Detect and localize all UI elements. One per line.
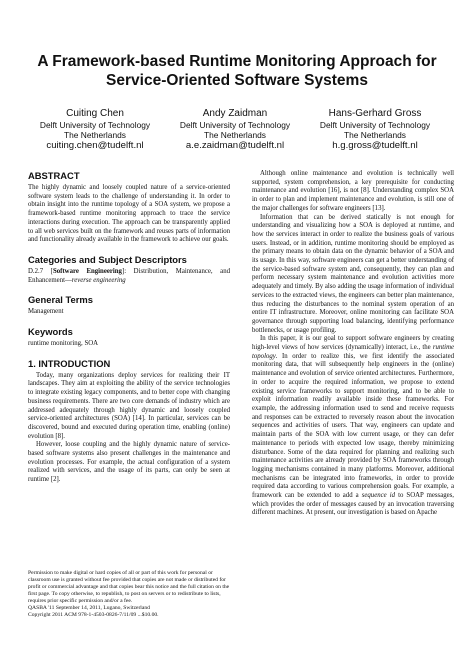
p3-italic-1: runtime topology <box>252 344 454 360</box>
categories-text <box>28 268 230 285</box>
author-name: Hans-Gerhard Gross <box>328 108 422 119</box>
author-email[interactable]: h.g.gross@tudelft.nl <box>332 140 418 151</box>
category-code: D.2.7 [ <box>28 267 53 275</box>
author-block-1 <box>20 108 170 151</box>
introduction-heading: 1. INTRODUCTION <box>28 357 111 369</box>
categories-heading: Categories and Subject Descriptors <box>28 253 187 265</box>
p3-italic-2: sequence id <box>361 492 396 500</box>
author-affiliation: Delft University of Technology <box>39 120 151 130</box>
author-country: The Netherlands <box>64 130 126 140</box>
author-affiliation: Delft University of Technology <box>179 120 291 130</box>
conference-line: QASBA '11 September 14, 2011, Lugano, Switzerland <box>28 605 150 611</box>
author-name: Andy Zaidman <box>202 108 268 119</box>
right-paragraph-3 <box>252 335 454 518</box>
author-name: Cuiting Chen <box>66 108 124 119</box>
general-terms-heading: General Terms <box>28 294 93 306</box>
right-column <box>252 170 454 518</box>
p3-part-a: In this paper, it is our goal to support software engineers by creating high-level views of how services (dynamically) interact, i.e., the <box>252 335 454 352</box>
title-line-2: Service-Oriented Software Systems <box>106 72 368 89</box>
copyright-line: Copyright 2011 ACM 978-1-4503-0826-7/11/09 ...$10.00. <box>28 612 159 618</box>
introduction-paragraph-1: Today, many organizations deploy services for realizing their IT landscapes. They aim at exploiting the ability of the service technologies to integrate existing legacy components, and to better cope with changing business requirements. There are two core demands of industry which are addressed adequately through highly dynamic and loosely coupled service-oriented architectures (SOA) [14]. In particular, services can be discovered, bound and executed during operation time, enabling (online) evolution [8]. <box>28 371 230 440</box>
title-line-1: A Framework-based Runtime Monitoring Approach for <box>37 53 437 70</box>
general-terms-text: Management <box>28 308 64 316</box>
author-affiliation: Delft University of Technology <box>319 120 431 130</box>
author-block-3 <box>300 108 450 151</box>
keywords-text: runtime monitoring, SOA <box>28 340 99 348</box>
right-paragraph-1: Although online maintenance and evolution is technically well supported, system comprehension, a key prerequisite for conducting maintenance and evolution [16], is not [8]. Understanding complex SOA in order to plan and implement maintenance and evolution, is still one of the major challenges for software engineers [13]. <box>252 170 454 212</box>
author-block-2 <box>160 108 310 151</box>
p3-part-b: . In order to realize this, we first identify the associated monitoring data, that will subsequently help engineers in the (online) maintenance and evolution of service oriented architectures. Furthermore, in order to acquire the required information, we propose to extend existing service frameworks to support monitoring, and to be able to exploit information readily available inside these frameworks. For example, the addressing information used to send and receive requests and responses can be extracted to reversely reason about the invocation sequences and activities of users. That way, engineers can update and maintain parts of the SOA with low current usage, or they can defer maintenance to periods with expected low usage, thereby minimizing disturbance. Some of the data required for planning and realizing such maintenance activities are already provided by SOA frameworks through logging mechanisms contained in many platforms. Moreover, additional mechanisms can be integrated into frameworks, in order to provide required data according to various comprehension goals. For example, a framework can be extended to add a <box>252 352 454 500</box>
introduction-paragraph-2: However, loose coupling and the highly dynamic nature of service-based software systems also present challenges in the maintenance and evolution processes. For example, the actual configuration of a system realized with services, and the usage of its parts, can only be seen at runtime [2]. <box>28 441 230 484</box>
abstract-heading: ABSTRACT <box>28 170 80 181</box>
author-email[interactable]: a.e.zaidman@tudelft.nl <box>185 140 285 151</box>
p3-part-c: to SOAP messages, which provides the order of messages caused by an invocation traversing different machines. At present, our investigation is based on Apache <box>252 492 454 517</box>
copyright-footnote <box>28 570 230 619</box>
paper-title <box>20 52 454 90</box>
abstract-text: The highly dynamic and loosely coupled nature of a service-oriented software system leads to the challenge of understanding it. In order to obtain insight into the runtime topology of a SOA system, we propose a framework-based runtime monitoring approach to trace the service interactions during execution. The approach can be transparently applied to all web services built on the framework and reuses parts of information and functionality already available in the framework to achieve our goals. <box>28 184 230 244</box>
author-country: The Netherlands <box>344 130 406 140</box>
category-rest: ]: Distribution, Maintenance, and Enhancement— <box>28 267 230 284</box>
keywords-heading: Keywords <box>28 326 73 338</box>
right-paragraph-2: Information that can be derived statically is not enough for understanding and visualizing how a SOA is deployed at runtime, and how the services interact in order to realize the business goals of various users. Instead, or in addition, runtime monitoring should be employed as the primary means to obtain data on the dynamic behavior of a SOA and its usage. In this way, software engineers can get a better understanding of the service-based software system and, consequently, they can plan and perform necessary system maintenance and evolution activities more adequately and timely. By also adding the usage information of individual services to the extracted views, the engineers can better plan maintenance, thus reducing the disturbances to the nominal system operation of an entire IT infrastructure. Moreover, online monitoring can facilitate SOA governance through supporting load balancing, identifying performance bottlenecks, or usage profiling. <box>252 213 454 334</box>
category-bold: Software Engineering <box>52 267 122 275</box>
permission-notice: Permission to make digital or hard copies of all or part of this work for personal or classroom use is granted without fee provided that copies are not made or distributed for profit or commercial advantage and that copies bear this notice and the full citation on the first page. To copy otherwise, to republish, to post on servers or to redistribute to lists, requires prior specific permission and/or a fee. <box>28 570 230 604</box>
author-country: The Netherlands <box>204 130 266 140</box>
left-column <box>28 170 230 485</box>
author-email[interactable]: cuiting.chen@tudelft.nl <box>46 140 144 151</box>
category-italic: reverse engineering <box>71 276 126 284</box>
